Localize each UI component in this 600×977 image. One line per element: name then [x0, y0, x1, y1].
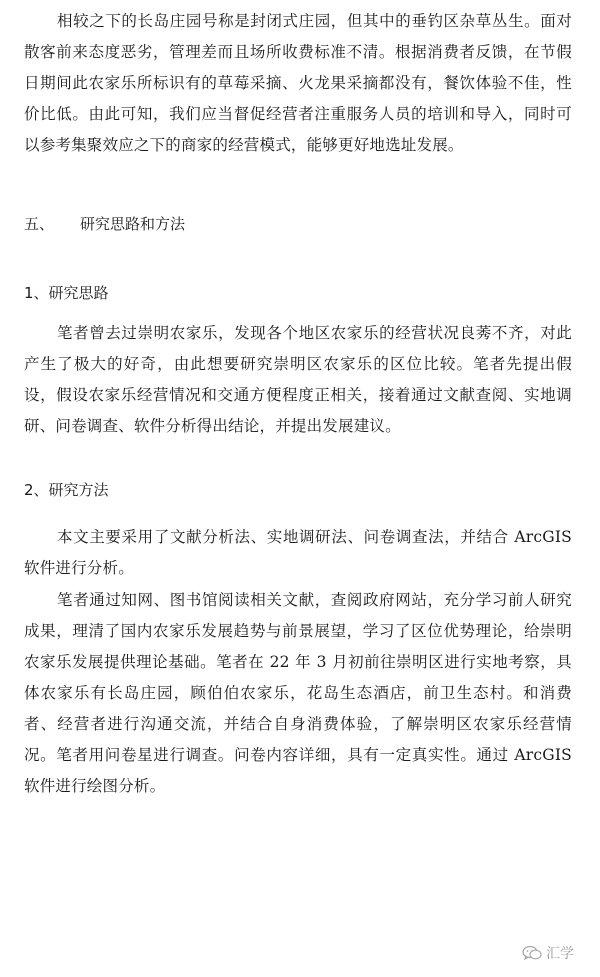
watermark-text: 汇学: [546, 946, 574, 962]
subsection-heading-1: 1、研究思路: [24, 284, 109, 302]
continuation-paragraph: 相较之下的长岛庄园号称是封闭式庄园，但其中的垂钓区杂草丛生。面对散客前来态度恶劣，管理差而且场所收费标准不清。根据消费者反馈，在节假日期间此农家乐所标识有的草莓采摘、火龙果采摘都没有，餐饮体验不佳，性价比低。由此可知，我们应当督促经营者注重服务人员的培训和导入，同时可以参考集聚效应之下的商家的经营模式，能够更好地选址发展。: [24, 12, 572, 154]
wechat-icon: [522, 945, 542, 961]
section-title: 研究思路和方法: [80, 215, 186, 233]
research-method-paragraph-1: 本文主要采用了文献分析法、实地调研法、问卷调查法，并结合 ArcGIS 软件进行分析。: [24, 528, 572, 577]
subsection-heading-2: 2、研究方法: [24, 481, 109, 499]
section-number: 五、: [24, 215, 55, 233]
watermark: [522, 943, 574, 963]
section-heading-5: [24, 212, 185, 236]
research-approach-paragraph: 笔者曾去过崇明农家乐，发现各个地区农家乐的经营状况良莠不齐，对此产生了极大的好奇，由此想要研究崇明区农家乐的区位比较。笔者先提出假设，假设农家乐经营情况和交通方便程度正相关，接着通过文献查阅、实地调研、问卷调查、软件分析得出结论，并提出发展建议。: [24, 324, 572, 435]
research-method-paragraph-2: 笔者通过知网、图书馆阅读相关文献，查阅政府网站，充分学习前人研究成果，理清了国内农家乐发展趋势与前景展望，学习了区位优势理论，给崇明农家乐发展提供理论基础。笔者在 22 年 3 月初前往崇明区进行实地考察，具体农家乐有长岛庄园，顾伯伯农家乐，花岛生态酒店，前卫生态村。和消费者、经营者进行沟通交流，并结合自身消费体验，了解崇明区农家乐经营情况。笔者用问卷星进行调查。问卷内容详细，具有一定真实性。通过 ArcGIS 软件进行绘图分析。: [24, 591, 572, 795]
